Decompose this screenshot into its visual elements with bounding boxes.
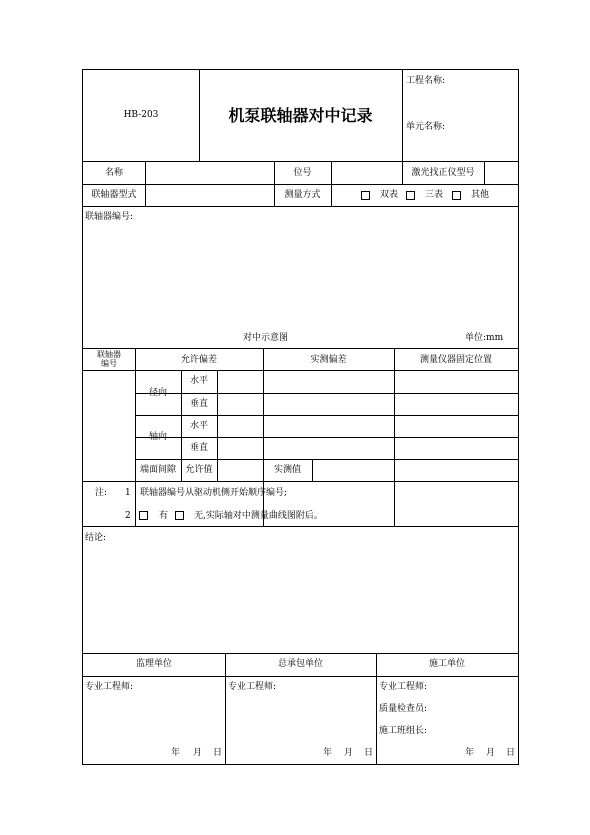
col-divider	[331, 161, 332, 206]
other-method-checkbox[interactable]	[452, 191, 461, 200]
allowed-deviation-header: 允许偏差	[180, 355, 217, 365]
row-divider	[135, 437, 518, 438]
row-divider	[83, 481, 518, 482]
construction-day: 日	[506, 748, 516, 758]
col-divider	[312, 459, 313, 481]
row-divider	[83, 161, 518, 162]
col-divider	[263, 348, 264, 526]
end-gap-label: 端面间隙	[139, 465, 176, 475]
triple-indicator-checkbox[interactable]	[406, 191, 415, 200]
supervisor-unit-header: 监理单位	[135, 659, 172, 669]
contractor-year: 年	[323, 748, 333, 758]
project-name-label: 工程名称:	[406, 76, 446, 86]
row-divider	[83, 526, 518, 527]
form-code: HB-203	[123, 110, 159, 120]
coupling-number-col-header	[83, 350, 135, 368]
triple-indicator-label: 三表	[425, 190, 444, 200]
note-2-number: 2	[125, 511, 131, 521]
notes-label: 注:	[95, 488, 108, 498]
general-contractor-header: 总承包单位	[277, 659, 323, 669]
quality-inspector-label: 质量检查员:	[379, 704, 428, 714]
curve-no-checkbox[interactable]	[175, 511, 184, 520]
coupling-type-label: 联轴器型式	[91, 190, 137, 200]
note-1-text: 联轴器编号从驱动机侧开始顺序编号;	[140, 488, 288, 498]
col-divider	[402, 70, 403, 161]
axial-label: 轴向	[148, 432, 167, 442]
coupling-col-line2: 编号	[101, 359, 117, 368]
col-divider	[394, 348, 395, 526]
supervisor-month: 月	[193, 748, 203, 758]
double-indicator-checkbox[interactable]	[361, 191, 370, 200]
row-divider	[83, 348, 518, 349]
radial-label: 径向	[148, 388, 167, 398]
construction-unit-header: 施工单位	[428, 659, 465, 669]
other-method-label: 其他	[471, 190, 490, 200]
page-title: 机泵联轴器对中记录	[228, 106, 373, 125]
coupling-number-label: 联轴器编号:	[85, 212, 134, 222]
conclusion-label: 结论:	[85, 533, 107, 543]
supervisor-day: 日	[213, 748, 223, 758]
contractor-month: 月	[344, 748, 354, 758]
col-divider	[484, 161, 485, 184]
row-divider	[83, 206, 518, 207]
construction-engineer-label: 专业工程师:	[379, 682, 428, 692]
row-divider	[83, 676, 518, 677]
contractor-engineer-label: 专业工程师:	[228, 682, 277, 692]
note-2-text: 无,实际轴对中测量曲线图附后。	[194, 511, 323, 521]
row-divider	[135, 393, 518, 394]
row-divider	[135, 459, 518, 460]
row-divider	[83, 184, 518, 185]
axial-vertical-label: 垂直	[189, 443, 208, 453]
curve-yes-checkbox[interactable]	[139, 511, 148, 520]
row-divider	[135, 415, 518, 416]
unit-mm-label: 单位:mm	[465, 333, 504, 343]
construction-year: 年	[465, 748, 475, 758]
col-divider	[217, 370, 218, 481]
instrument-position-header: 测量仪器固定位置	[419, 355, 492, 365]
measurement-method-label: 测量方式	[284, 190, 321, 200]
construction-month: 月	[486, 748, 496, 758]
allowed-value-label: 允许值	[185, 465, 213, 475]
name-label: 名称	[104, 168, 123, 178]
contractor-day: 日	[364, 748, 374, 758]
supervisor-year: 年	[171, 748, 181, 758]
double-indicator-label: 双表	[380, 190, 399, 200]
radial-horizontal-label: 水平	[189, 376, 208, 386]
col-divider	[145, 161, 146, 206]
alignment-record-form	[82, 69, 519, 765]
radial-vertical-label: 垂直	[189, 399, 208, 409]
unit-name-label: 单元名称:	[406, 122, 446, 132]
measured-deviation-header: 实测偏差	[310, 355, 347, 365]
laser-aligner-model-label: 激光找正仪型号	[411, 168, 475, 178]
axial-horizontal-label: 水平	[189, 421, 208, 431]
supervisor-engineer-label: 专业工程师:	[85, 682, 134, 692]
coupling-col-line1: 联轴器	[97, 350, 121, 359]
row-divider	[83, 653, 518, 654]
note-1-number: 1	[125, 488, 131, 498]
row-divider	[83, 370, 518, 371]
measured-value-label: 实测值	[273, 465, 301, 475]
team-leader-label: 施工班组长:	[379, 726, 428, 736]
position-label: 位号	[293, 168, 312, 178]
curve-yes-label: 有	[159, 511, 169, 521]
alignment-diagram-caption: 对中示意图	[243, 333, 289, 343]
